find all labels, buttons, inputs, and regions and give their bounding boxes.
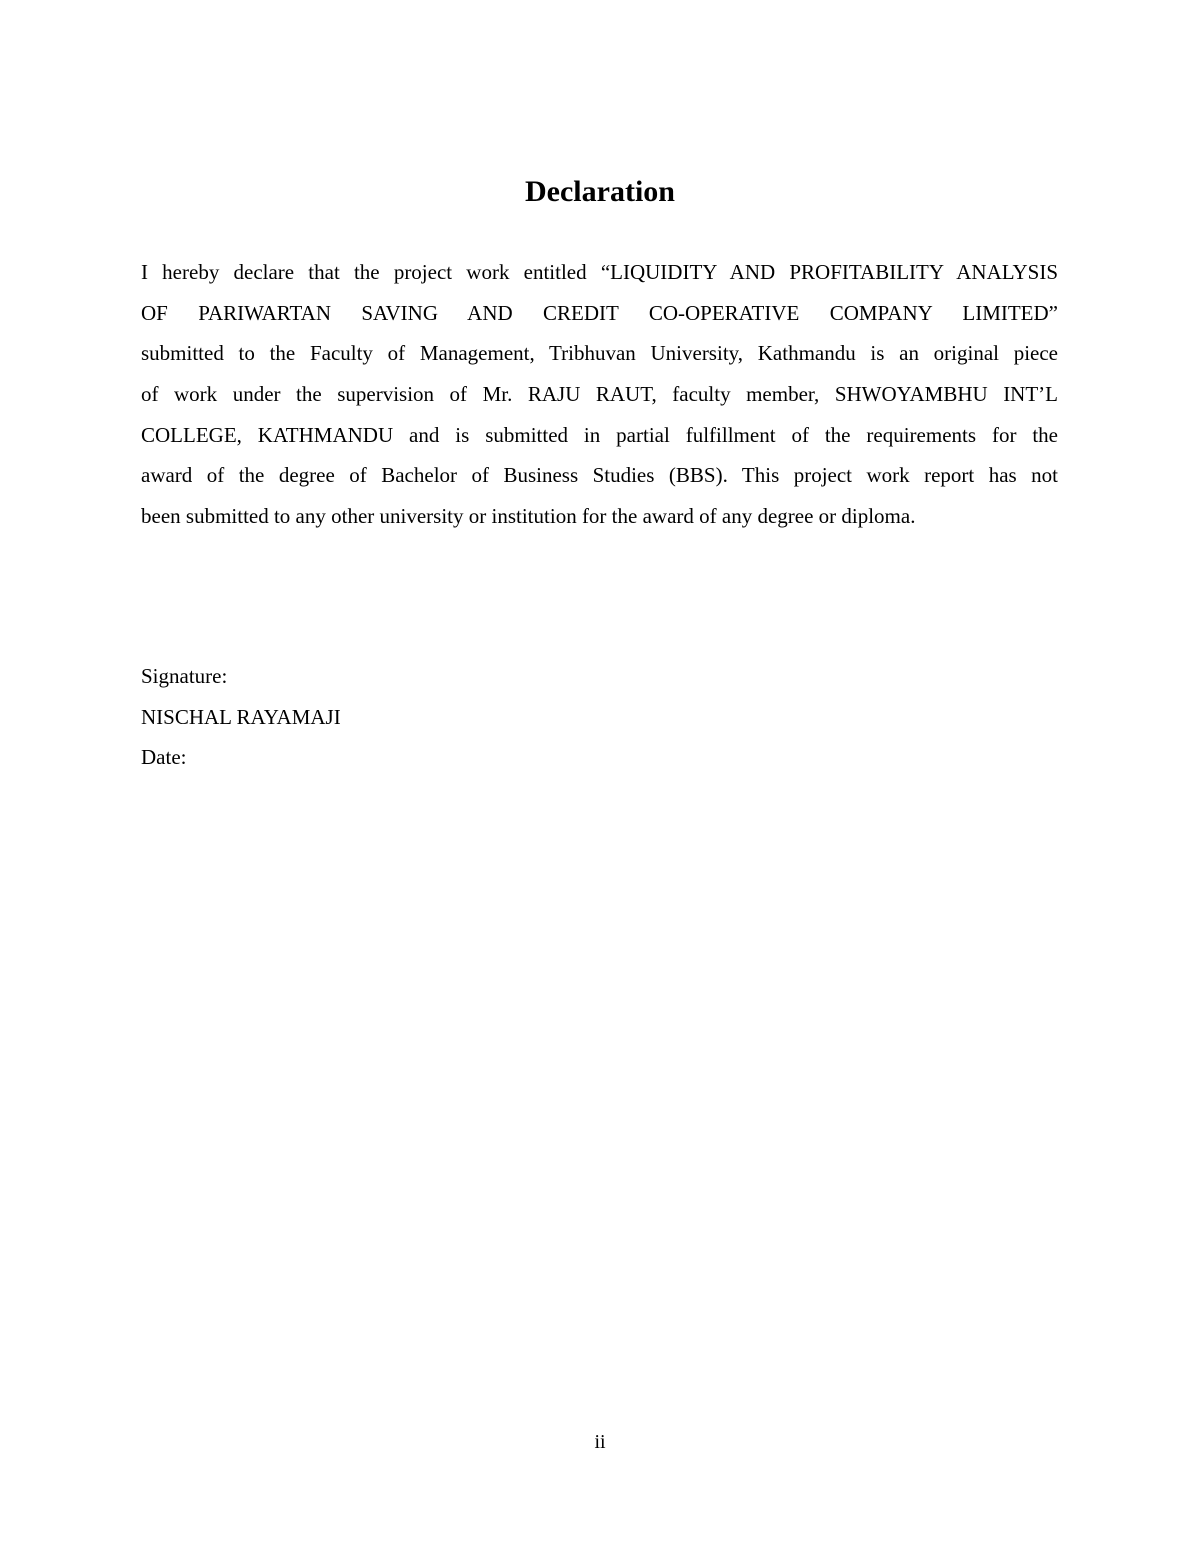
- paragraph-line: been submitted to any other university or institution for the award of any degree or diploma.: [141, 504, 916, 529]
- declaration-paragraph: [141, 252, 1058, 537]
- paragraph-line: OF PARIWARTAN SAVING AND CREDIT CO-OPERATIVE COMPANY LIMITED”: [141, 300, 1058, 325]
- paragraph-line: submitted to the Faculty of Management, Tribhuvan University, Kathmandu is an original piece: [141, 341, 1058, 366]
- page-number: ii: [594, 1431, 606, 1453]
- paragraph-line: of work under the supervision of Mr. RAJU RAUT, faculty member, SHWOYAMBHU INT’L: [141, 382, 1058, 407]
- paragraph-line: award of the degree of Bachelor of Business Studies (BBS). This project work report has not: [141, 463, 1058, 488]
- paragraph-line: I hereby declare that the project work entitled “LIQUIDITY AND PROFITABILITY ANALYSIS: [141, 260, 1058, 284]
- signature-label: Signature:: [141, 664, 228, 688]
- date-label: Date:: [141, 745, 187, 770]
- page-title: Declaration: [525, 175, 675, 208]
- signature-block: [141, 656, 341, 778]
- author-name: NISCHAL RAYAMAJI: [141, 704, 341, 729]
- paragraph-line: COLLEGE, KATHMANDU and is submitted in partial fulfillment of the requirements for the: [141, 422, 1058, 447]
